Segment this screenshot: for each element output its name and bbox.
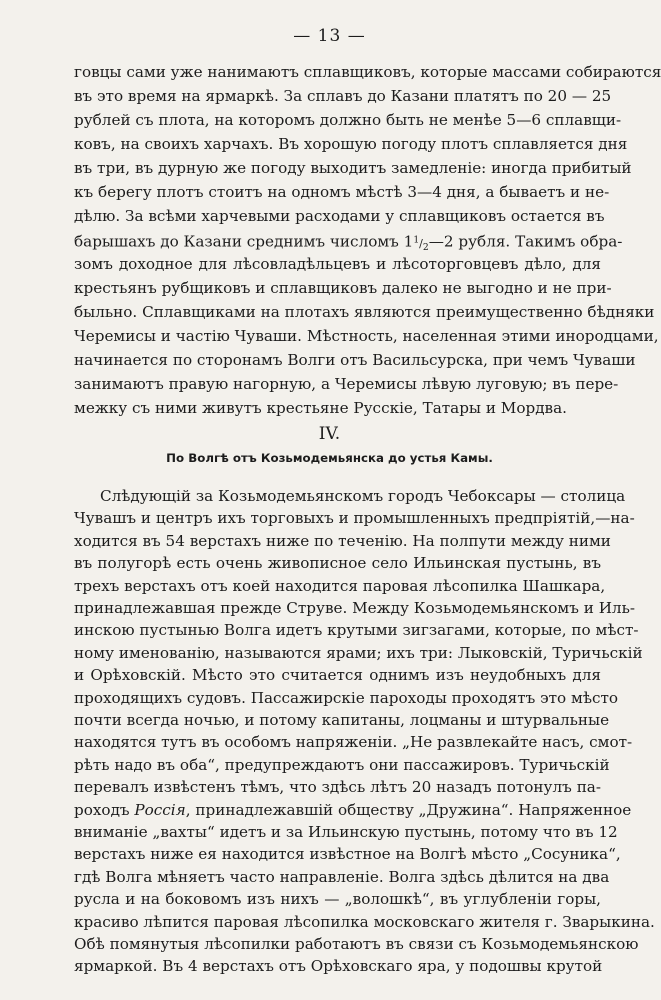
text-line: ярмаркой. Въ 4 верстахъ отъ Орѣховскаго яра, у подошвы крутой: [74, 957, 603, 976]
fraction-part: $^1/_2$: [413, 234, 429, 253]
text-line: трехъ верстахъ отъ коей находится паровая лѣсопилка Шашкара,: [74, 576, 606, 595]
text-line: занимаютъ правую нагорную, а Черемисы лѣвую луговую; въ пере-: [74, 375, 619, 393]
text-line: Черемисы и частію Чуваши. Мѣстность, населенная этими инородцами,: [74, 327, 659, 345]
text-line: къ берегу плотъ стоитъ на одномъ мѣстѣ 3—4 дня, а бываетъ и не-: [74, 183, 610, 201]
text-line: крестьянъ рубщиковъ и сплавщиковъ далеко не выгодно и не при-: [74, 279, 612, 297]
text-line: и Орѣховскій. Мѣсто это считается однимъ изъ неудобныхъ для: [74, 666, 601, 685]
text-line: Чувашъ и центръ ихъ торговыхъ и промышленныхъ предпріятій,—на-: [74, 509, 635, 528]
text-line: быльно. Сплавщиками на плотахъ являются преимущественно бѣдняки: [74, 303, 655, 321]
section-heading: По Волгѣ отъ Козьмодемьянска до устья Камы.: [166, 451, 493, 465]
text-line: межку съ ними живутъ крестьяне Русскіе, Татары и Мордва.: [74, 399, 567, 417]
text-line: начинается по сторонамъ Волги отъ Васильсурска, при чемъ Чуваши: [74, 351, 636, 369]
text-line-with-italic: роходъ Россія, принадлежавшій обществу „Дружина“. Напряженное: [74, 800, 632, 819]
text-line: дѣлю. За всѣми харчевыми расходами у сплавщиковъ остается въ: [74, 207, 605, 225]
text-line: рублей съ плота, на которомъ должно быть не менѣе 5—6 сплавщи-: [74, 111, 622, 129]
text-line: ковъ, на своихъ харчахъ. Въ хорошую погоду плотъ сплавляется дня: [74, 135, 628, 153]
ship-name: Россія: [134, 800, 186, 819]
text-line: зомъ доходное для лѣсовладѣльцевъ и лѣсоторговцевъ дѣло, для: [74, 255, 601, 273]
text-line: перевалъ извѣстенъ тѣмъ, что здѣсь лѣтъ 20 назадъ потонулъ па-: [74, 778, 601, 797]
text-line: русла и на боковомъ изъ нихъ — „волошкѣ“, въ углубленіи горы,: [74, 890, 601, 909]
text-line: проходящихъ судовъ. Пассажирскіе пароходы проходятъ это мѣсто: [74, 688, 619, 707]
text-line: красиво лѣпится паровая лѣсопилка московскаго жителя г. Зварыкина.: [74, 912, 655, 931]
text-line: ному именованію, называются ярами; ихъ три: Лыковскій, Туричьскій: [74, 643, 643, 662]
text-line: верстахъ ниже ея находится извѣстное на Волгѣ мѣсто „Сосуника“,: [74, 845, 621, 864]
text-line: говцы сами уже нанимаютъ сплавщиковъ, которые массами собираются: [74, 63, 661, 81]
text-line: рѣть надо въ оба“, предупреждаютъ они пассажировъ. Туричьскій: [74, 755, 610, 774]
text-line: ходится въ 54 верстахъ ниже по теченію. На полпути между ними: [74, 531, 611, 550]
fraction-whole: 1: [403, 232, 414, 251]
text-line: почти всегда ночью, и потому капитаны, лоцманы и штурвальные: [74, 711, 610, 729]
text-line: гдѣ Волга мѣняетъ часто направленіе. Волга здѣсь дѣлится на два: [74, 867, 610, 886]
text-line: въ три, въ дурную же погоду выходитъ замедленіе: иногда прибитый: [74, 159, 632, 177]
text-line: принадлежавшая прежде Струве. Между Козьмодемьянскомъ и Иль-: [74, 599, 635, 617]
text-line: въ это время на ярмаркѣ. За сплавъ до Казани платятъ по 20 — 25: [74, 87, 612, 105]
text-line: находятся тутъ въ особомъ напряженіи. „Не развлекайте насъ, смот-: [74, 733, 633, 752]
page-number: — 13 —: [293, 26, 366, 46]
text-line: инскою пустынью Волга идетъ крутыми зигзагами, которые, по мѣст-: [74, 621, 639, 640]
text-line: вниманіе „вахты“ идетъ и за Ильинскую пустынь, потому что въ 12: [74, 823, 618, 841]
section-numeral: IV.: [318, 424, 341, 444]
text-line: въ полугорѣ есть очень живописное село Ильинская пустынь, въ: [74, 554, 601, 573]
text-line-with-fraction: барышахъ до Казани среднимъ числомъ $1^1/_2—2$ рубля. Такимъ обра-: [74, 232, 623, 253]
text-line: Обѣ помянутыя лѣсопилки работаютъ въ связи съ Козьмодемьянскою: [74, 935, 639, 953]
text-line: Слѣдующій за Козьмодемьянскомъ городъ Чебоксары — столица: [100, 487, 626, 505]
